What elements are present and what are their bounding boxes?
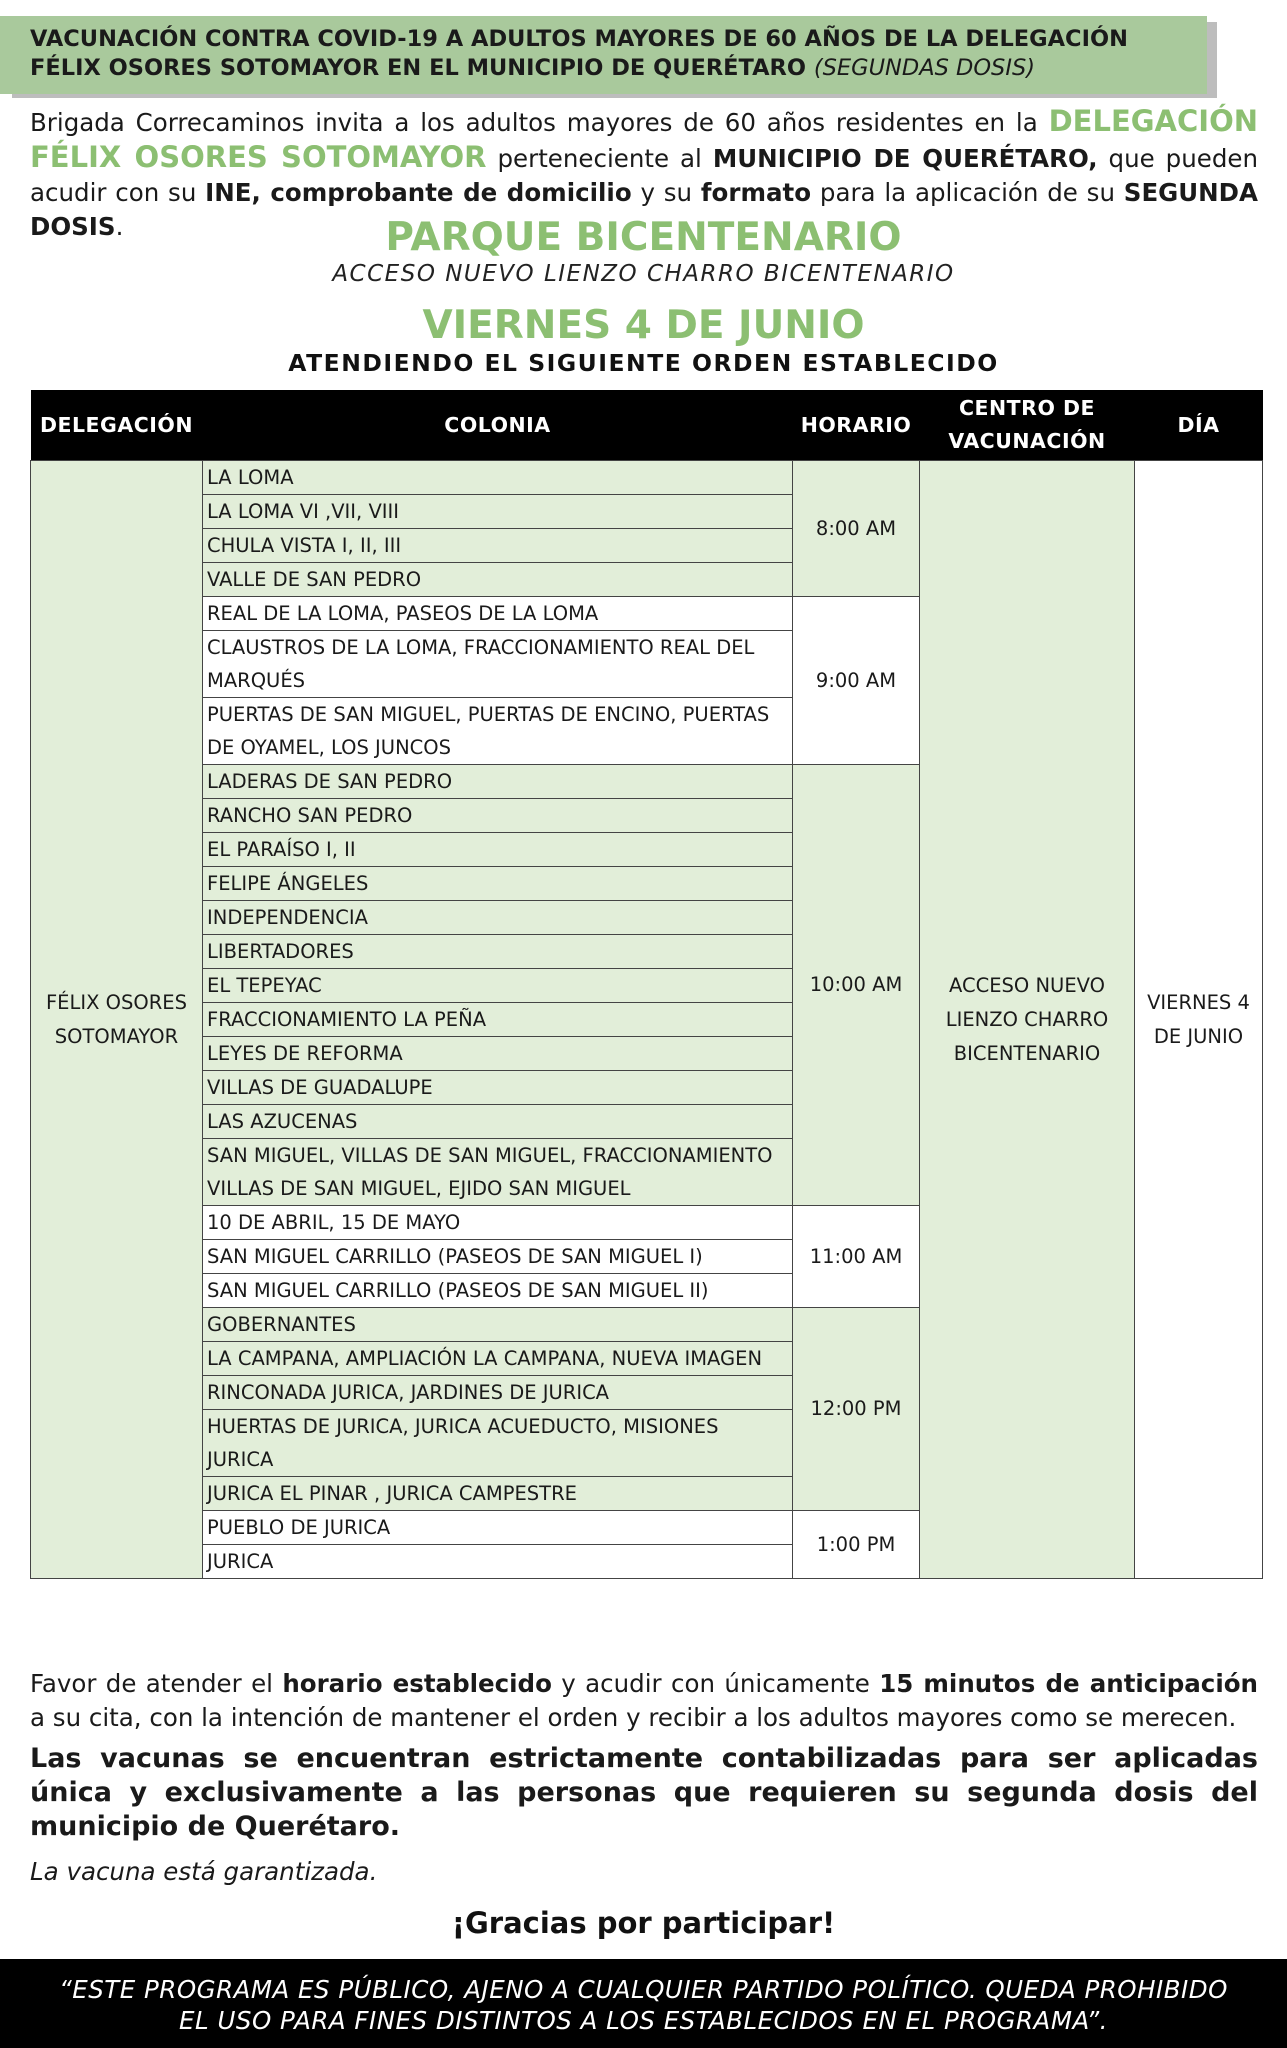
colonia-cell: EL TEPEYAC bbox=[203, 969, 793, 1003]
table-row bbox=[31, 461, 1263, 495]
dia-cell bbox=[1135, 461, 1263, 1579]
horario-cell: 8:00 AM bbox=[793, 461, 920, 597]
colonia-cell: FRACCIONAMIENTO LA PEÑA bbox=[203, 1003, 793, 1037]
colonia-cell: LA LOMA VI ,VII, VIII bbox=[203, 495, 793, 529]
note-anticipacion: 15 minutos de anticipación bbox=[879, 1669, 1258, 1698]
intro-text-6: . bbox=[115, 212, 124, 241]
horario-cell: 9:00 AM bbox=[793, 597, 920, 765]
header-line-1: VACUNACIÓN CONTRA COVID-19 A ADULTOS MAYORES DE 60 AÑOS DE LA DELEGACIÓN bbox=[30, 26, 1128, 52]
centro-line-1: ACCESO NUEVO bbox=[949, 973, 1105, 997]
colonia-cell: VALLE DE SAN PEDRO bbox=[203, 563, 793, 597]
table-header-row bbox=[31, 390, 1263, 461]
header-line-2-italic: (SEGUNDAS DOSIS) bbox=[813, 55, 1036, 81]
colonia-cell: FELIPE ÁNGELES bbox=[203, 867, 793, 901]
schedule-table bbox=[30, 390, 1263, 1579]
vaccine-warning: Las vacunas se encuentran estrictamente contabilizadas para ser aplicadas única y exclusivamente a las personas que requieren su segunda dosis del municipio de Querétaro. bbox=[30, 1743, 1258, 1842]
dia-line-2: DE JUNIO bbox=[1153, 1024, 1244, 1048]
vaccination-date: VIERNES 4 DE JUNIO bbox=[422, 303, 865, 348]
intro-municipio: MUNICIPIO DE QUERÉTARO, bbox=[712, 144, 1098, 173]
guarantee-note: La vacuna está garantizada. bbox=[30, 1857, 378, 1886]
colonia-cell: JURICA EL PINAR , JURICA CAMPESTRE bbox=[203, 1477, 793, 1511]
colonia-cell: PUEBLO DE JURICA bbox=[203, 1511, 793, 1545]
note-text-1: Favor de atender el bbox=[30, 1669, 283, 1698]
colonia-cell: LA LOMA bbox=[203, 461, 793, 495]
header-colonia: COLONIA bbox=[203, 390, 793, 461]
footer-line-2: EL USO PARA FINES DISTINTOS A LOS ESTABLECIDOS EN EL PROGRAMA”. bbox=[179, 2006, 1108, 2035]
intro-ine: INE, comprobante de domicilio bbox=[205, 178, 632, 207]
colonia-cell: SAN MIGUEL CARRILLO (PASEOS DE SAN MIGUEL II) bbox=[203, 1274, 793, 1308]
colonia-cell: GOBERNANTES bbox=[203, 1308, 793, 1342]
colonia-cell: CHULA VISTA I, II, III bbox=[203, 529, 793, 563]
colonia-cell: INDEPENDENCIA bbox=[203, 901, 793, 935]
colonia-cell: LAS AZUCENAS bbox=[203, 1105, 793, 1139]
colonia-cell: SAN MIGUEL CARRILLO (PASEOS DE SAN MIGUEL I) bbox=[203, 1240, 793, 1274]
centro-line-3: BICENTENARIO bbox=[953, 1041, 1101, 1065]
colonia-cell: LIBERTADORES bbox=[203, 935, 793, 969]
horario-cell: 1:00 PM bbox=[793, 1511, 920, 1579]
colonia-cell: SAN MIGUEL, VILLAS DE SAN MIGUEL, FRACCIONAMIENTO VILLAS DE SAN MIGUEL, EJIDO SAN MIGUEL bbox=[203, 1139, 793, 1206]
header-horario: HORARIO bbox=[793, 390, 920, 461]
delegacion-line-1: FÉLIX OSORES bbox=[45, 990, 188, 1014]
intro-text-2: perteneciente al bbox=[486, 144, 713, 173]
centro-line-2: LIENZO CHARRO bbox=[945, 1007, 1109, 1031]
header-centro-line-1: CENTRO DE bbox=[958, 396, 1096, 420]
footer-line-1: “ESTE PROGRAMA ES PÚBLICO, AJENO A CUALQUIER PARTIDO POLÍTICO. QUEDA PROHIBIDO bbox=[59, 1975, 1228, 2004]
header-dia: DÍA bbox=[1135, 390, 1263, 461]
colonia-cell: JURICA bbox=[203, 1545, 793, 1579]
footer-disclaimer bbox=[0, 1959, 1287, 2048]
intro-formato: formato bbox=[700, 178, 812, 207]
header-delegacion: DELEGACIÓN bbox=[31, 390, 203, 461]
schedule-note bbox=[30, 1667, 1258, 1735]
colonia-cell: RINCONADA JURICA, JARDINES DE JURICA bbox=[203, 1376, 793, 1410]
colonia-cell: EL PARAÍSO I, II bbox=[203, 833, 793, 867]
horario-cell: 10:00 AM bbox=[793, 765, 920, 1206]
horario-cell: 11:00 AM bbox=[793, 1206, 920, 1308]
header-line-2 bbox=[30, 54, 1207, 83]
note-horario: horario establecido bbox=[282, 1669, 552, 1698]
colonia-cell: VILLAS DE GUADALUPE bbox=[203, 1071, 793, 1105]
intro-text-5: para la aplicación de su bbox=[811, 178, 1124, 207]
colonia-cell: 10 DE ABRIL, 15 DE MAYO bbox=[203, 1206, 793, 1240]
colonia-cell: LA CAMPANA, AMPLIACIÓN LA CAMPANA, NUEVA IMAGEN bbox=[203, 1342, 793, 1376]
delegacion-line-2: SOTOMAYOR bbox=[54, 1024, 179, 1048]
centro-cell bbox=[920, 461, 1135, 1579]
intro-text-4: y su bbox=[631, 178, 701, 207]
thanks-message: ¡Gracias por participar! bbox=[451, 1906, 836, 1940]
header-centro-line-2: VACUNACIÓN bbox=[948, 429, 1106, 453]
colonia-cell: CLAUSTROS DE LA LOMA, FRACCIONAMIENTO REAL DEL MARQUÉS bbox=[203, 631, 793, 698]
note-text-3: a su cita, con la intención de mantener el orden y recibir a los adultos mayores como se merecen. bbox=[30, 1703, 1237, 1732]
header-centro bbox=[920, 390, 1135, 461]
colonia-cell: LEYES DE REFORMA bbox=[203, 1037, 793, 1071]
dia-line-1: VIERNES 4 bbox=[1147, 990, 1250, 1014]
note-text-2: y acudir con únicamente bbox=[551, 1669, 880, 1698]
colonia-cell: REAL DE LA LOMA, PASEOS DE LA LOMA bbox=[203, 597, 793, 631]
venue-name: PARQUE BICENTENARIO bbox=[385, 215, 902, 260]
intro-text-3: que pueden acudir con su bbox=[30, 144, 1258, 207]
header-banner bbox=[0, 16, 1207, 94]
delegacion-cell bbox=[31, 461, 203, 1579]
order-note: ATENDIENDO EL SIGUIENTE ORDEN ESTABLECIDO bbox=[288, 349, 999, 377]
intro-delegacion: DELEGACIÓN FÉLIX OSORES SOTOMAYOR bbox=[30, 104, 1258, 174]
venue-access: ACCESO NUEVO LIENZO CHARRO BICENTENARIO bbox=[332, 261, 955, 287]
colonia-cell: PUERTAS DE SAN MIGUEL, PUERTAS DE ENCINO, PUERTAS DE OYAMEL, LOS JUNCOS bbox=[203, 698, 793, 765]
colonia-cell: HUERTAS DE JURICA, JURICA ACUEDUCTO, MISIONES JURICA bbox=[203, 1410, 793, 1477]
header-line-2-bold: FÉLIX OSORES SOTOMAYOR EN EL MUNICIPIO DE QUERÉTARO bbox=[30, 55, 807, 81]
intro-text-1: Brigada Correcaminos invita a los adultos mayores de 60 años residentes en la bbox=[30, 108, 1049, 137]
colonia-cell: LADERAS DE SAN PEDRO bbox=[203, 765, 793, 799]
colonia-cell: RANCHO SAN PEDRO bbox=[203, 799, 793, 833]
intro-segunda-dosis: SEGUNDA DOSIS bbox=[30, 178, 1258, 241]
horario-cell: 12:00 PM bbox=[793, 1308, 920, 1511]
